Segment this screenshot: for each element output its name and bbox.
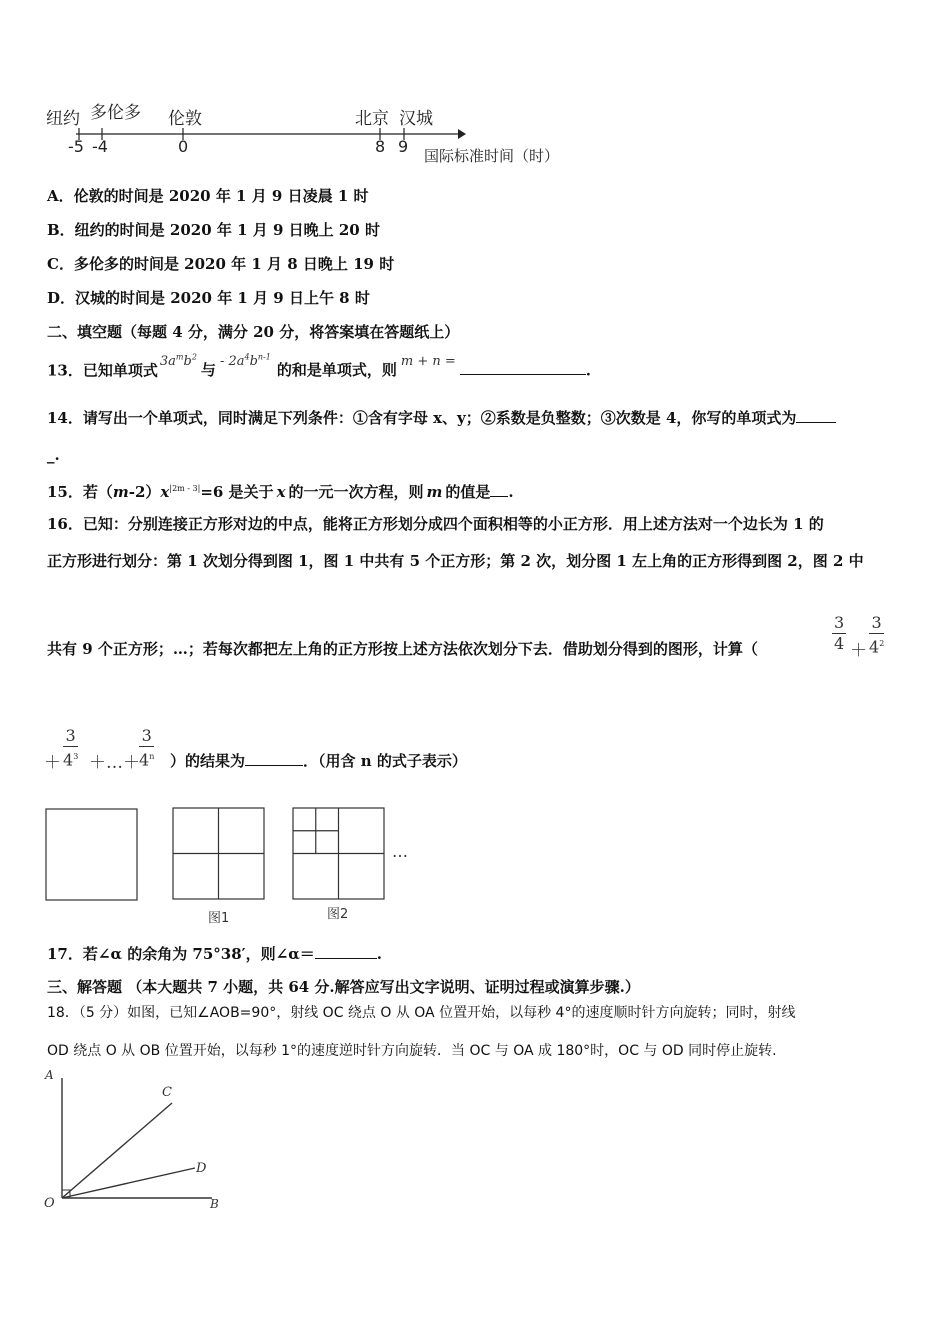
q16-fraction-4 [139,726,154,770]
point-o-label: O [44,1196,55,1211]
axis-label: 国际标准时间（时） [424,147,560,165]
q16-fraction-1 [832,613,846,654]
point-a-label: A [45,1068,54,1082]
q15-var-m: m [112,483,129,501]
q16-fraction-2 [869,613,884,657]
q15-dot: . [508,483,514,501]
ray-oc [62,1103,172,1198]
q15-var-x: x [160,483,170,501]
q16-line-4 [170,751,467,771]
q15-exponent: |2m - 3| [169,484,201,493]
frac4-den-base: 4 [139,750,150,770]
q15-m-minus-2: -2） [128,483,161,501]
point-c-label: C [162,1085,172,1100]
q16-line-3: 共有 9 个正方形；…；若每次都把左上角的正方形按上述方法依次划分下去．借助划分得到的图形，计算（ [47,640,758,658]
q16-line4-end: ）的结果为 [170,752,246,770]
q17-end: . [376,945,382,963]
q13-mono2-exp1: 4 [244,353,250,362]
point-d-label: D [196,1161,207,1176]
q15-mid2: 的一元一次方程，则 [288,483,424,501]
frac3-denominator [63,747,78,770]
q15-prefix: 15．若（ [47,483,113,501]
q15-var-m2: m [426,483,443,501]
q13-end: . [585,361,591,380]
q16-line4-tail: ．（用含 n 的式子表示） [303,752,467,770]
section-heading-solutions: 三、解答题 （本大题共 7 小题，共 64 分.解答应写出文字说明、证明过程或演算步骤.） [47,978,640,996]
city-seoul: 汉城 [399,109,433,129]
question-15 [47,479,514,502]
q14-text: 14．请写出一个单项式，同时满足下列条件：①含有字母 x、y；②系数是负整数；③次数是 4，你写的单项式为 [47,409,797,427]
option-a: A．伦敦的时间是 2020 年 1 月 9 日凌晨 1 时 [47,187,369,205]
q16-line-2: 正方形进行划分：第 1 次划分得到图 1，图 1 中共有 5 个正方形；第 2 次，划分图 1 左上角的正方形得到图 2，图 2 中 [47,552,864,570]
tick-label-8: 8 [375,137,386,156]
q16-fraction-3 [63,726,78,770]
q13-mono1-exp2: 2 [191,353,197,362]
figure-continuation-dots: … [392,842,410,861]
question-14 [47,408,836,428]
q14-tail: _. [47,446,60,464]
question-13 [47,353,591,382]
q14-answer-blank[interactable] [796,422,836,423]
frac4-numerator: 3 [139,726,154,747]
city-beijing: 北京 [355,109,389,129]
frac4-den-exp: n [149,752,155,761]
frac1-numerator: 3 [834,613,845,632]
numberline-arrow [458,129,466,139]
square-figures [40,800,440,930]
city-london: 伦敦 [168,109,202,129]
q13-mono1-b: b [183,354,192,370]
q15-mid: =6 是关于 [200,483,274,501]
option-d: D．汉城的时间是 2020 年 1 月 9 日上午 8 时 [47,289,370,307]
city-newyork: 纽约 [46,109,80,129]
q18-line-2: OD 绕点 O 从 OB 位置开始，以每秒 1°的速度逆时针方向旋转．当 OC 与 OA 成 180°时，OC 与 OD 同时停止旋转. [47,1043,777,1059]
q13-mono2-b: b [249,354,258,370]
tick-label-0: 0 [178,137,189,156]
frac2-denominator [869,634,884,657]
q13-answer-blank[interactable] [460,374,586,375]
q17-answer-blank[interactable] [315,958,377,959]
figure-2-label: 图2 [327,907,349,922]
q13-mono1-base: 3a [159,354,176,370]
q13-mid: 与 [200,361,216,380]
tick-label-minus5: -5 [68,137,84,156]
q13-expression: m + n = [400,354,456,370]
frac1-denominator: 4 [834,634,845,653]
frac2-numerator: 3 [869,613,884,634]
q16-ellipsis-sum: ＋…＋ [89,753,140,773]
frac3-den-exp: 3 [73,752,79,761]
frac2-den-exp: 2 [879,639,885,648]
option-b: B．纽约的时间是 2020 年 1 月 9 日晚上 20 时 [47,221,380,239]
question-17 [47,944,382,964]
q17-text: 17．若∠α 的余角为 75°38′，则∠α＝ [47,945,315,963]
q16-answer-blank[interactable] [245,765,303,766]
section-heading-fill-in: 二、填空题（每题 4 分，满分 20 分，将答案填在答题纸上） [47,323,460,341]
q16-line-1: 16．已知：分别连接正方形对边的中点，能将正方形划分成四个面积相等的小正方形．用上述方法对一个边长为 1 的 [47,515,824,533]
ray-od [62,1168,195,1198]
q15-var-x2: x [276,483,286,501]
q13-mono1-exp1: m [175,353,184,362]
frac4-denominator [139,747,154,770]
option-c: C．多伦多的时间是 2020 年 1 月 8 日晚上 19 时 [47,255,395,273]
q15-answer-blank[interactable] [490,496,508,497]
square-original [46,809,137,900]
q13-prefix: 13．已知单项式 [47,361,158,380]
q13-monomial-1 [160,354,197,369]
tick-label-9: 9 [398,137,409,156]
q13-mono2-exp2: n-1 [257,353,271,362]
q18-line-1: 18．（5 分）如图，已知∠AOB=90°，射线 OC 绕点 O 从 OA 位置开始，以每秒 4°的速度顺时针方向旋转；同时，射线 [47,1005,796,1021]
point-b-label: B [210,1197,219,1211]
q13-suffix: 的和是单项式，则 [276,361,397,380]
tick-label-minus4: -4 [92,137,108,156]
q13-mono2-base: - 2a [219,354,245,370]
city-toronto: 多伦多 [90,103,141,123]
frac3-numerator: 3 [63,726,78,747]
frac3-den-base: 4 [63,750,74,770]
frac2-den-base: 4 [869,637,880,657]
q16-plus-2: ＋ [44,753,61,773]
q16-plus-1: ＋ [850,641,867,661]
q13-monomial-2 [220,354,271,369]
q15-end: 的值是 [445,483,491,501]
figure-1-label: 图1 [208,911,230,926]
